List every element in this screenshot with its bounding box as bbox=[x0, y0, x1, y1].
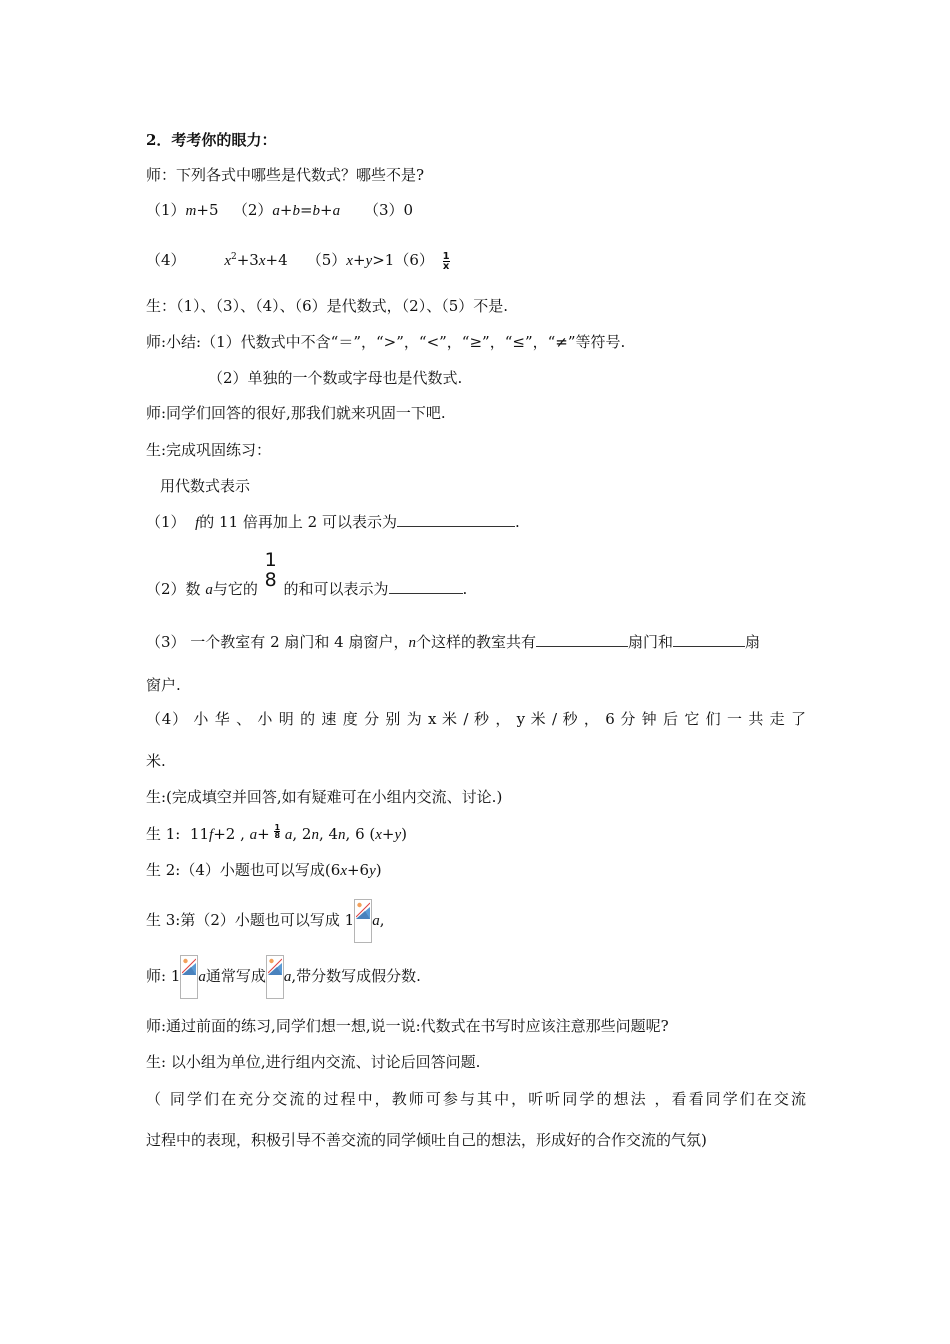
denominator: x bbox=[442, 260, 450, 272]
note-line-1: （ 同学们在充分交流的过程中，教师可参与其中，听听同学的想法 ，看看同学们在交流 bbox=[146, 1090, 806, 1108]
var-a: a bbox=[283, 969, 292, 985]
var-x: x bbox=[375, 827, 382, 843]
student-2-answer bbox=[146, 860, 382, 881]
op-plus: + bbox=[257, 825, 270, 843]
fraction-1-over-8 bbox=[274, 824, 280, 839]
student-4-answer: 生: 以小组为单位,进行组内交流、讨论后回答问题. bbox=[146, 1053, 481, 1071]
term: ) bbox=[375, 861, 382, 879]
answer-blank[interactable] bbox=[389, 579, 463, 594]
p3-mid: 个这样的教室共有 bbox=[415, 633, 536, 651]
broken-image-icon bbox=[180, 955, 198, 999]
var-f: f bbox=[195, 515, 200, 531]
p1-end: . bbox=[514, 513, 520, 531]
var-b: b bbox=[312, 203, 321, 219]
student-3-answer bbox=[146, 898, 385, 943]
answer-1: 生：（1）、（3）、（4）、（6）是代数式，（2）、（5）不是. bbox=[146, 297, 509, 315]
p2-mid: 与它的 bbox=[212, 580, 258, 598]
item-5-label: （5） bbox=[306, 251, 347, 269]
denominator: 8 bbox=[264, 569, 277, 591]
term: +4 bbox=[265, 251, 288, 269]
item-1-label: （1） bbox=[146, 201, 186, 219]
t1-end: ,带分数写成假分数. bbox=[291, 967, 421, 985]
var-x: x bbox=[346, 253, 353, 269]
broken-image-icon bbox=[354, 899, 372, 943]
op-plus: + bbox=[352, 251, 366, 269]
var-m: m bbox=[185, 203, 197, 219]
praise: 师:同学们回答的很好,那我们就来巩固一下吧. bbox=[146, 404, 446, 422]
answer-blank[interactable] bbox=[673, 632, 745, 647]
exponent: 2 bbox=[231, 252, 237, 262]
item-1-rest: +5 bbox=[196, 201, 219, 219]
var-x: x bbox=[258, 253, 266, 269]
question-intro: 师：下列各式中哪些是代数式？哪些不是? bbox=[146, 166, 425, 184]
fraction-1-over-8 bbox=[265, 550, 277, 590]
var-y: y bbox=[365, 253, 373, 269]
var-a: a bbox=[284, 827, 293, 843]
term: 11 bbox=[189, 825, 210, 843]
practice-4-line-2: 米. bbox=[146, 752, 166, 770]
practice-3-line-2: 窗户. bbox=[146, 676, 181, 694]
var-n: n bbox=[311, 827, 319, 843]
p2-text: 的和可以表示为 bbox=[283, 580, 389, 598]
question-2: 师:通过前面的练习,同学们想一想,说一说:代数式在书写时应该注意那些问题呢? bbox=[146, 1017, 669, 1035]
note-line-2: 过程中的表现，积极引导不善交流的同学倾吐自己的想法，形成好的合作交流的气氛) bbox=[146, 1131, 707, 1149]
student-instruction: 生:(完成填空并回答,如有疑难可在小组内交流、讨论.) bbox=[146, 788, 503, 806]
var-x: x bbox=[224, 253, 231, 269]
t1-mid: 通常写成 bbox=[205, 967, 266, 985]
term: +6 bbox=[346, 861, 370, 879]
student-1-answer bbox=[146, 824, 407, 845]
item-3: （3）0 bbox=[363, 201, 414, 219]
numerator: 1 bbox=[442, 250, 450, 262]
s1-label: 生 1: bbox=[146, 825, 181, 843]
answer-blank[interactable] bbox=[397, 512, 515, 527]
item-4-label: （4） bbox=[146, 251, 186, 269]
var-n: n bbox=[408, 635, 416, 651]
fraction-1-over-x bbox=[443, 252, 450, 271]
var-a: a bbox=[205, 582, 213, 598]
p1-label: （1） bbox=[146, 513, 186, 531]
op-plus: + bbox=[320, 201, 333, 219]
image-placeholder-icon bbox=[356, 901, 370, 919]
t1-pre: 师: 1 bbox=[146, 967, 181, 985]
practice-2 bbox=[146, 549, 468, 598]
var-n: n bbox=[338, 827, 346, 843]
p1-text: 的 11 倍再加上 2 可以表示为 bbox=[199, 513, 397, 531]
var-a: a bbox=[272, 203, 280, 219]
var-a: a bbox=[372, 913, 380, 929]
item-6-label: （6） bbox=[394, 251, 434, 269]
var-y: y bbox=[394, 827, 402, 843]
numerator: 1 bbox=[264, 549, 277, 571]
term: +2 , bbox=[213, 825, 245, 843]
term: , 6 ( bbox=[345, 825, 376, 843]
p3-end: 扇 bbox=[745, 633, 761, 651]
answer-blank[interactable] bbox=[536, 632, 628, 647]
p2-pre: （2）数 bbox=[146, 580, 206, 598]
summary-2: （2）单独的一个数或字母也是代数式. bbox=[208, 369, 463, 387]
term: >1 bbox=[372, 251, 395, 269]
practice-4: （4） 小 华 、 小 明 的 速 度 分 别 为 x 米 / 秒 ， y 米 / 秒 ， 6 分 钟 后 它 们 一 共 走 了 bbox=[146, 710, 806, 728]
term: +3 bbox=[236, 251, 259, 269]
var-y: y bbox=[369, 863, 376, 879]
summary-1: 师:小结:（1）代数式中不含“＝”，“>”，“<”，“≥”，“≤”，“≠”等符号. bbox=[146, 333, 626, 351]
section-heading: 2．考考你的眼力： bbox=[146, 131, 277, 149]
s2-label: 生 2:（4）小题也可以写成(6 bbox=[146, 861, 341, 879]
image-placeholder-icon bbox=[182, 957, 196, 975]
op-eq: = bbox=[299, 201, 313, 219]
practice-3 bbox=[146, 632, 806, 653]
practice-title: 用代数式表示 bbox=[160, 477, 251, 495]
expressions-line-1 bbox=[146, 200, 413, 221]
term: , 4 bbox=[318, 825, 339, 843]
broken-image-icon bbox=[266, 955, 284, 999]
op-plus: + bbox=[381, 825, 395, 843]
p2-end: . bbox=[462, 580, 468, 598]
op-plus: + bbox=[279, 201, 293, 219]
var-a: a bbox=[249, 827, 258, 843]
practice-intro: 生:完成巩固练习： bbox=[146, 441, 272, 459]
p3-mid2: 扇门和 bbox=[628, 633, 674, 651]
practice-1 bbox=[146, 512, 520, 533]
expressions-line-2 bbox=[146, 245, 450, 273]
var-a: a bbox=[332, 203, 341, 219]
term: , 2 bbox=[292, 825, 312, 843]
image-placeholder-icon bbox=[268, 957, 282, 975]
term: ) bbox=[401, 825, 408, 843]
var-a: a bbox=[198, 969, 206, 985]
p3-pre: （3） 一个教室有 2 扇门和 4 扇窗户， bbox=[146, 633, 409, 651]
term: , bbox=[379, 911, 385, 929]
s3-label: 生 3:第（2）小题也可以写成 1 bbox=[146, 911, 355, 929]
denominator: 8 bbox=[274, 830, 281, 840]
var-b: b bbox=[292, 203, 300, 219]
item-2-label: （2） bbox=[232, 201, 273, 219]
numerator: 1 bbox=[274, 822, 281, 832]
var-x: x bbox=[340, 863, 347, 879]
teacher-note bbox=[146, 954, 421, 999]
var-f: f bbox=[209, 827, 214, 843]
